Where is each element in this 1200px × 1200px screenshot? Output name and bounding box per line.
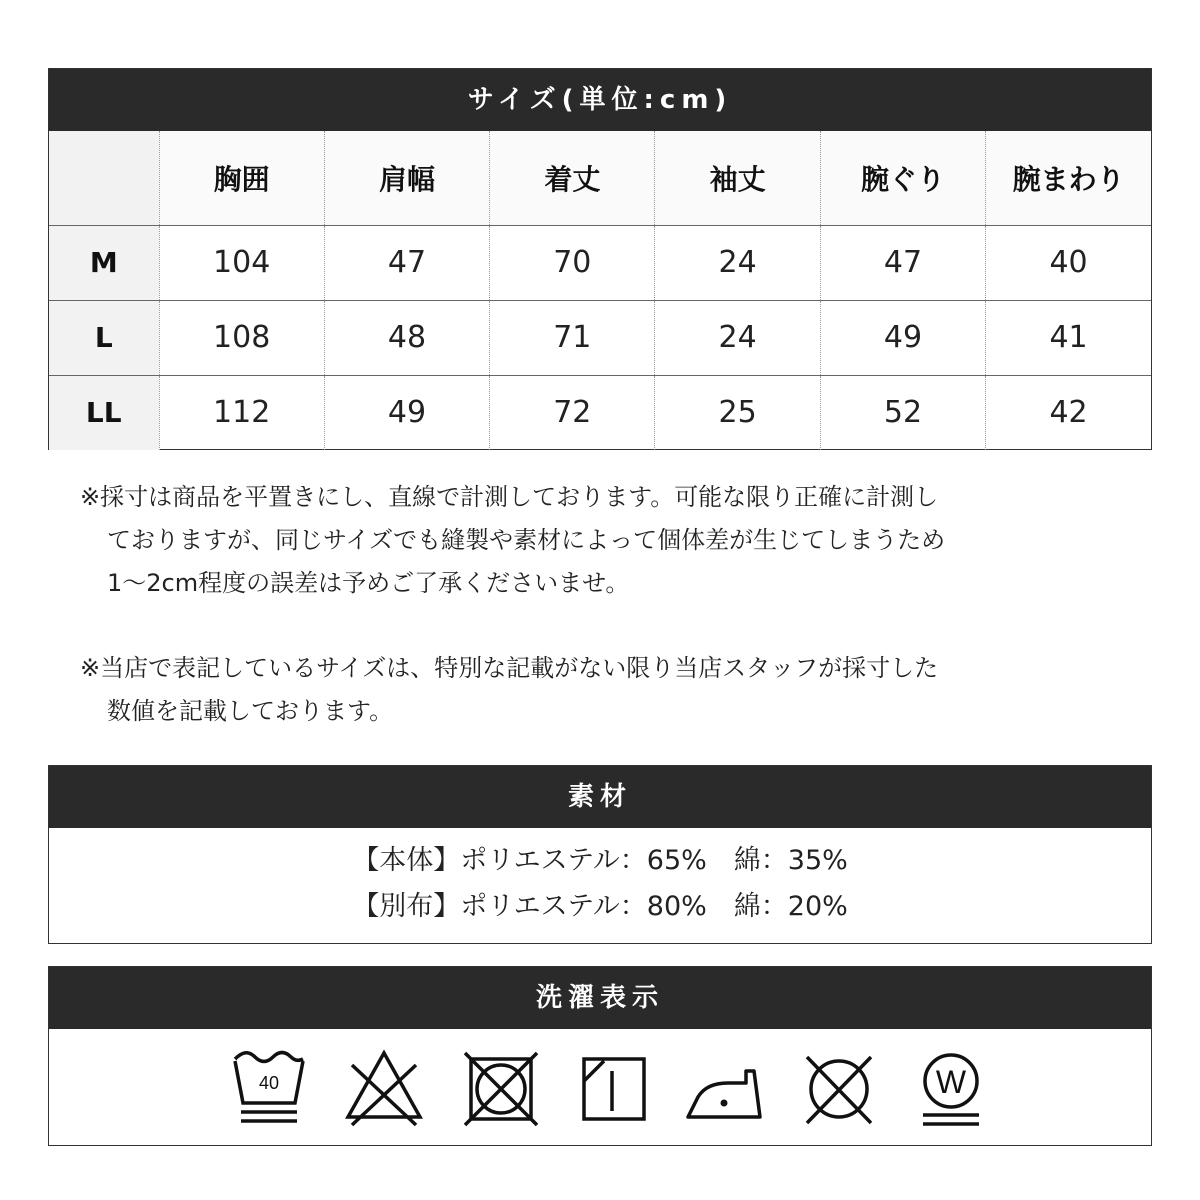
material-title: 素材 [49, 766, 1151, 828]
column-header: 腕まわり [986, 131, 1151, 225]
table-cell: 71 [490, 300, 655, 375]
table-row [49, 225, 1151, 300]
size-label: L [49, 300, 159, 375]
note-line: 1～2cm程度の誤差は予めご了承くださいませ。 [107, 569, 630, 597]
column-header: 胸囲 [159, 131, 324, 225]
size-table [49, 131, 1151, 450]
material-line: 【別布】ポリエステル：80% 綿：20% [352, 891, 848, 922]
line-dry-icon [574, 1045, 654, 1129]
table-cell: 52 [820, 375, 985, 450]
size-table-title: サイズ(単位:cm) [49, 69, 1151, 131]
size-label: LL [49, 375, 159, 450]
table-cell: 40 [986, 225, 1151, 300]
wash-40-icon [229, 1045, 309, 1129]
care-icons [49, 1045, 1151, 1135]
table-row [49, 375, 1151, 450]
washing-section [48, 966, 1152, 1146]
material-section [48, 765, 1152, 944]
wet-clean-icon [911, 1045, 991, 1129]
table-row [49, 300, 1151, 375]
table-cell: 49 [324, 375, 489, 450]
size-table-section [48, 68, 1152, 450]
corner-cell [49, 131, 159, 225]
table-cell: 104 [159, 225, 324, 300]
no-dry-clean-icon [799, 1045, 879, 1129]
table-cell: 41 [986, 300, 1151, 375]
table-cell: 24 [655, 225, 820, 300]
measurement-note [80, 476, 1080, 605]
no-tumble-dry-icon [461, 1045, 541, 1129]
table-cell: 70 [490, 225, 655, 300]
table-cell: 47 [324, 225, 489, 300]
table-cell: 47 [820, 225, 985, 300]
table-cell: 72 [490, 375, 655, 450]
washing-title: 洗濯表示 [49, 967, 1151, 1029]
column-header: 肩幅 [324, 131, 489, 225]
table-cell: 48 [324, 300, 489, 375]
column-header: 袖丈 [655, 131, 820, 225]
note-line: ※採寸は商品を平置きにし、直線で計測しております。可能な限り正確に計測し [80, 483, 939, 511]
wet-clean-label: W [935, 1064, 967, 1100]
size-label: M [49, 225, 159, 300]
note-line: ※当店で表記しているサイズは、特別な記載がない限り当店スタッフが採寸した [80, 654, 939, 682]
size-source-note [80, 647, 1080, 733]
size-table-header-row [49, 131, 1151, 225]
table-cell: 24 [655, 300, 820, 375]
table-cell: 42 [986, 375, 1151, 450]
table-cell: 108 [159, 300, 324, 375]
iron-icon [684, 1045, 764, 1129]
material-body [49, 828, 1151, 930]
note-line: 数値を記載しております。 [107, 697, 394, 725]
table-cell: 112 [159, 375, 324, 450]
material-line: 【本体】ポリエステル：65% 綿：35% [352, 845, 848, 876]
note-line: ておりますが、同じサイズでも縫製や素材によって個体差が生じてしまうため [107, 526, 946, 554]
no-bleach-icon [344, 1045, 424, 1129]
column-header: 着丈 [490, 131, 655, 225]
column-header: 腕ぐり [820, 131, 985, 225]
table-cell: 49 [820, 300, 985, 375]
wash-temperature-label: 40 [258, 1073, 280, 1093]
table-cell: 25 [655, 375, 820, 450]
